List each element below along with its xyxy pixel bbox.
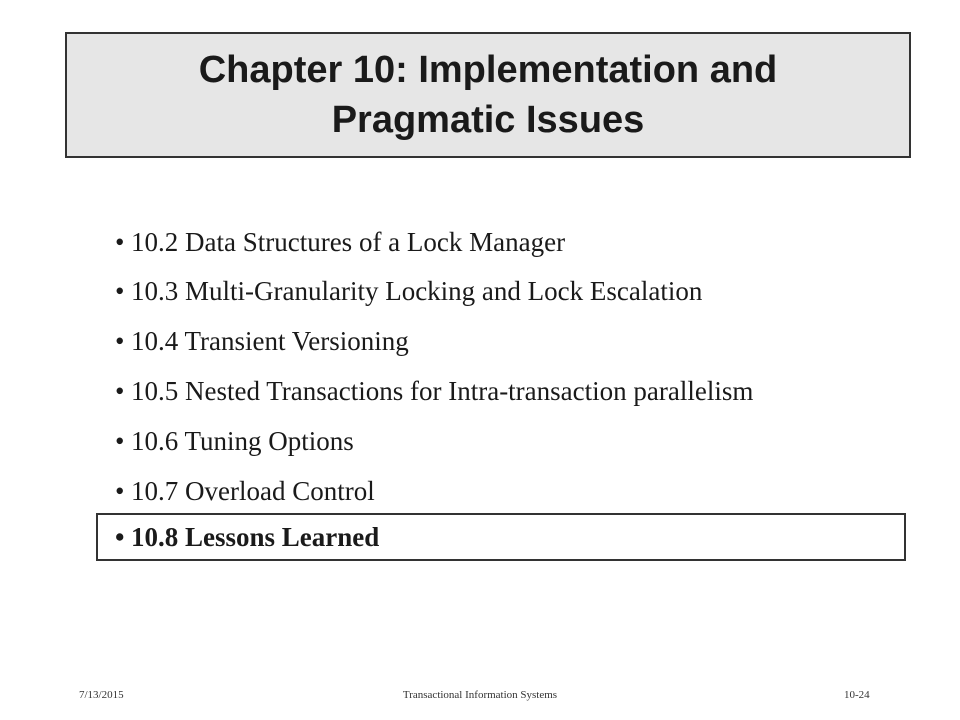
- bullet-icon: •: [115, 227, 125, 257]
- bullet-icon: •: [115, 276, 125, 306]
- footer-course-title: Transactional Information Systems: [402, 689, 558, 701]
- section-item-10-4: [115, 324, 409, 358]
- section-label: 10.8 Lessons Learned: [131, 522, 380, 552]
- section-item-10-6: [115, 424, 354, 458]
- slide-title-line-2: Pragmatic Issues: [331, 99, 645, 141]
- section-label: 10.5 Nested Transactions for Intra-transaction parallelism: [131, 376, 754, 406]
- section-label: 10.4 Transient Versioning: [131, 326, 409, 356]
- section-item-10-3: [115, 274, 702, 308]
- slide-title-line-1: Chapter 10: Implementation and: [198, 49, 778, 91]
- bullet-icon: •: [115, 522, 125, 552]
- section-item-10-8-current: [115, 520, 379, 554]
- section-item-10-2: [115, 225, 565, 259]
- section-label: 10.2 Data Structures of a Lock Manager: [131, 227, 566, 257]
- bullet-icon: •: [115, 426, 125, 456]
- bullet-icon: •: [115, 326, 125, 356]
- bullet-icon: •: [115, 376, 125, 406]
- section-label: 10.3 Multi-Granularity Locking and Lock Escalation: [131, 276, 703, 306]
- footer-date: 7/13/2015: [79, 689, 124, 701]
- section-item-10-5: [115, 374, 753, 408]
- footer-page-number: 10-24: [844, 689, 870, 701]
- section-item-10-7: [115, 474, 375, 508]
- bullet-icon: •: [115, 476, 125, 506]
- section-label: 10.7 Overload Control: [131, 476, 375, 506]
- section-label: 10.6 Tuning Options: [131, 426, 354, 456]
